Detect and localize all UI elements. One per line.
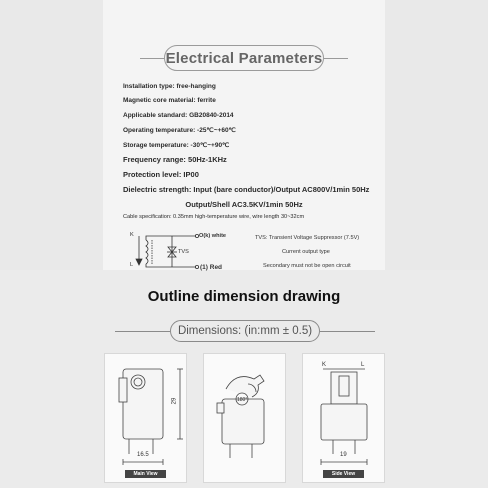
- open-clip: [217, 403, 224, 413]
- side-view-drawing: [303, 354, 386, 484]
- coil-winding: [146, 240, 148, 264]
- circuit-l-label: L: [130, 262, 134, 268]
- main-view-card: [104, 353, 187, 483]
- circuit-k-label: K: [130, 232, 134, 238]
- spec-operating-temp: Operating temperature: -25℃~+60℃: [123, 127, 236, 134]
- spec-dielectric: Dielectric strength: Input (bare conductor)/Output AC800V/1min 50Hz: [123, 185, 370, 194]
- spec-output-shell: Output/Shell AC3.5KV/1min 50Hz: [185, 200, 303, 209]
- main-body: [123, 369, 163, 439]
- dimensions-label: Dimensions: (in:mm ± 0.5): [170, 320, 320, 342]
- primary-arrow: [136, 259, 142, 265]
- circuit-white-label: O(k) white: [199, 233, 227, 239]
- open-angle-value: 180°: [237, 397, 248, 403]
- side-k-label: K: [322, 362, 327, 368]
- note-output-type: Current output type: [282, 249, 330, 255]
- main-view-drawing: [105, 354, 188, 484]
- side-view-card: [302, 353, 385, 483]
- spec-core-material: Magnetic core material: ferrite: [123, 97, 216, 104]
- spec-cable: Cable specification: 0.35mm high-temperature wire, wire length 30~32cm: [123, 214, 305, 220]
- circuit-tvs-label: TVS: [178, 249, 189, 255]
- note-tvs: TVS: Transient Voltage Suppressor (7.5V): [255, 235, 360, 241]
- electrical-title: Electrical Parameters: [164, 45, 324, 71]
- side-view-label: Side View: [323, 470, 364, 478]
- dim-rule-right: [320, 331, 375, 332]
- red-wire: [146, 264, 196, 267]
- spec-protection: Protection level: IP00: [123, 170, 199, 179]
- spec-storage-temp: Storage temperature: -30℃~+90℃: [123, 142, 230, 149]
- note-secondary: Secondary must not be open circuit: [263, 263, 351, 269]
- side-body: [321, 404, 367, 440]
- main-clip-left: [119, 378, 127, 402]
- spec-installation: Installation type: free-hanging: [123, 83, 216, 90]
- circuit-red-label: (1) Red: [200, 264, 223, 271]
- open-view-drawing: [204, 354, 287, 484]
- side-l-label: L: [361, 362, 365, 368]
- dim-rule-left: [115, 331, 170, 332]
- main-height-value: 29: [171, 397, 178, 405]
- side-top-block: [331, 372, 357, 404]
- main-view-label: Main View: [125, 470, 166, 478]
- main-width-value: 16.5: [137, 452, 149, 458]
- open-view-card: [203, 353, 286, 483]
- side-width-value: 19: [340, 452, 347, 458]
- open-body: [222, 399, 264, 444]
- spec-frequency: Frequency range: 50Hz-1KHz: [123, 155, 227, 164]
- spec-standard: Applicable standard: GB20840-2014: [123, 112, 234, 119]
- outline-title: Outline dimension drawing: [147, 288, 341, 305]
- white-wire: [146, 236, 196, 240]
